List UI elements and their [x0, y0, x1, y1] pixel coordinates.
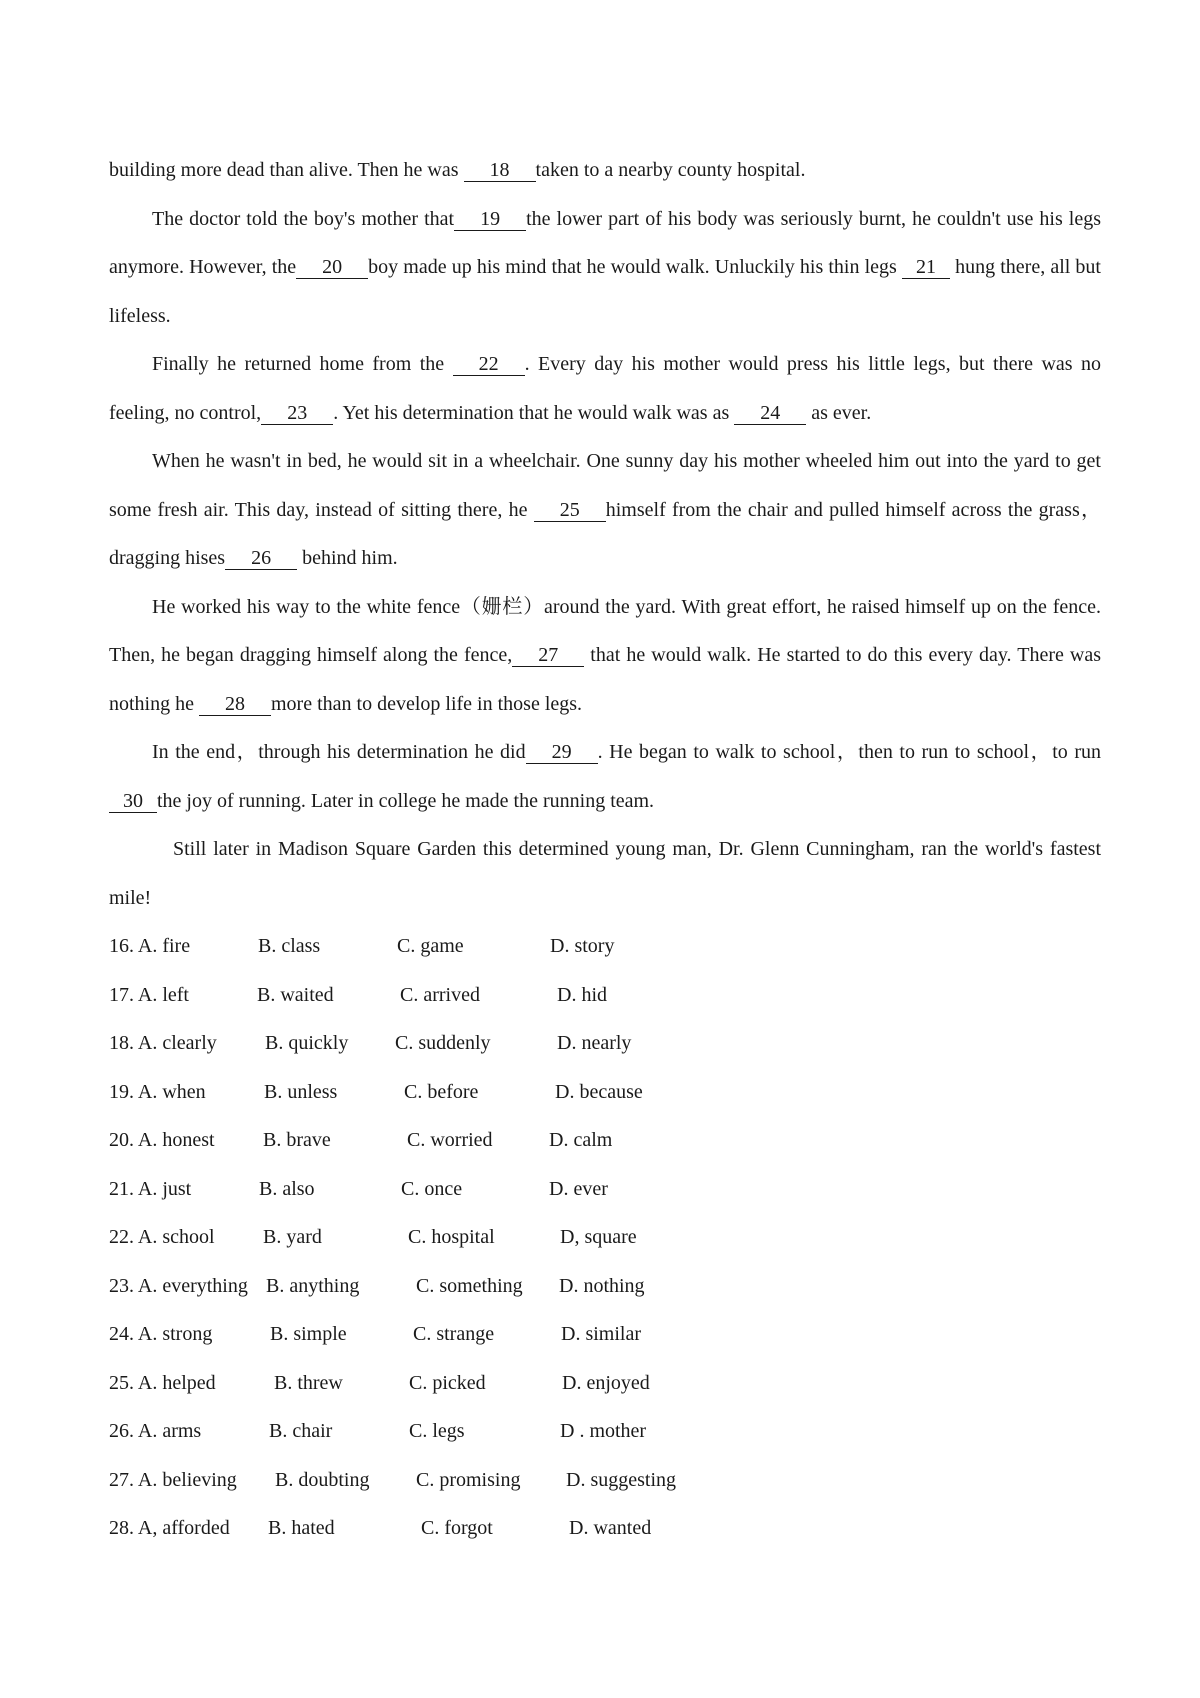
option-d: D. hid [557, 983, 607, 1006]
option-b: B. waited [257, 983, 334, 1006]
passage-text: the lower part of his body was seriously burnt, he couldn't use his legs anymore. However, the [109, 207, 1101, 278]
question-row [109, 971, 1101, 1020]
option-c: C. game [397, 935, 464, 957]
option-d: D. ever [549, 1177, 608, 1200]
question-row [109, 1504, 1101, 1553]
option-d: D. because [555, 1080, 643, 1103]
option-c: C. suddenly [395, 1032, 491, 1054]
option-c: C. something [416, 1274, 523, 1297]
option-b: B. simple [270, 1323, 347, 1345]
cloze-passage [109, 146, 1101, 922]
answer-blank: 25 [534, 499, 606, 522]
passage-text: . Yet his determination that he would walk was as [333, 401, 735, 424]
question-row [109, 1456, 1101, 1505]
option-c: C. before [404, 1080, 479, 1103]
option-c: C. worried [407, 1129, 493, 1151]
option-b: B. yard [263, 1226, 322, 1248]
passage-text: more than to develop life in those legs. [271, 692, 583, 715]
document-page [109, 146, 1101, 1553]
option-b: B. hated [268, 1517, 335, 1539]
option-b: B. brave [263, 1129, 331, 1151]
option-a: 26. A. arms [109, 1420, 202, 1442]
passage-text: . He began to walk to school，then to run to school，to run [597, 741, 1101, 763]
option-a: 17. A. left [109, 983, 189, 1006]
question-row [109, 1165, 1101, 1214]
option-d: D. enjoyed [562, 1371, 650, 1394]
option-b: B. anything [266, 1274, 360, 1297]
passage-text: When he wasn't in bed, he would sit in a wheelchair. One sunny day his mother wheeled him out into the yard to get some fresh air. This day, instead of sitting there, he [109, 450, 1101, 521]
passage-text: as ever. [806, 401, 872, 424]
option-c: C. arrived [400, 983, 480, 1006]
question-row [109, 1116, 1101, 1165]
passage-text: . Every day his mother would press his little legs, but there was no feeling, no control, [109, 353, 1101, 424]
option-b: B. class [258, 935, 321, 957]
answer-blank: 18 [464, 159, 536, 182]
passage-text: himself from the chair and pulled himself across the grass，dragging hises [109, 498, 1101, 569]
answer-blank: 23 [261, 402, 333, 425]
option-a: 23. A. everything [109, 1274, 248, 1297]
option-d: D. nothing [559, 1274, 645, 1297]
option-c: C. hospital [408, 1226, 495, 1248]
option-b: B. chair [269, 1420, 333, 1442]
passage-text: The doctor told the boy's mother that [152, 207, 455, 230]
option-b: B. also [259, 1177, 315, 1200]
option-a: 21. A. just [109, 1177, 192, 1200]
option-a: 24. A. strong [109, 1323, 213, 1345]
answer-blank: 29 [526, 741, 598, 764]
passage-text: He worked his way to the white fence（姗栏）around the yard. With great effort, he raised himself up on the fence. Then, he began dragging himself along the fence, [109, 595, 1101, 666]
option-a: 22. A. school [109, 1226, 215, 1248]
option-d: D, square [560, 1226, 637, 1248]
question-row [109, 922, 1101, 971]
option-d: D. similar [561, 1323, 641, 1345]
passage-text: In the end，through his determination he did [152, 741, 526, 763]
question-row [109, 1068, 1101, 1117]
passage-text: building more dead than alive. Then he was [109, 159, 464, 181]
option-b: B. unless [264, 1080, 338, 1103]
passage-text: hung there, all but lifeless. [109, 256, 1101, 327]
option-a: 18. A. clearly [109, 1032, 217, 1054]
passage-text: behind him. [297, 547, 398, 569]
option-c: C. promising [416, 1468, 521, 1491]
question-row [109, 1407, 1101, 1456]
option-a: 25. A. helped [109, 1371, 216, 1394]
passage-text: Finally he returned home from the [152, 353, 453, 375]
option-a: 16. A. fire [109, 935, 191, 957]
option-d: D. nearly [557, 1032, 632, 1054]
option-a: 19. A. when [109, 1080, 206, 1103]
answer-blank: 19 [454, 208, 526, 231]
answer-blank: 26 [225, 547, 297, 570]
passage-paragraph [109, 340, 1101, 437]
passage-paragraph [109, 728, 1101, 825]
passage-text: that he would walk. He started to do this every day. There was nothing he [109, 644, 1101, 715]
passage-paragraph [109, 146, 1101, 195]
answer-blank: 30 [109, 790, 157, 813]
option-d: D . mother [560, 1420, 647, 1442]
option-b: B. quickly [265, 1032, 349, 1054]
passage-paragraph [109, 437, 1101, 583]
option-c: C. forgot [421, 1517, 493, 1539]
question-row [109, 1359, 1101, 1408]
answer-blank: 28 [199, 693, 271, 716]
answer-blank: 27 [512, 644, 584, 667]
answer-blank: 22 [453, 353, 525, 376]
option-b: B. doubting [275, 1468, 370, 1491]
option-c: C. once [401, 1177, 463, 1200]
option-a: 27. A. believing [109, 1468, 237, 1491]
option-d: D. suggesting [566, 1468, 676, 1491]
question-row [109, 1213, 1101, 1262]
option-c: C. legs [409, 1420, 465, 1442]
passage-paragraph [109, 583, 1101, 729]
option-c: C. strange [413, 1323, 495, 1345]
option-d: D. wanted [569, 1517, 652, 1539]
option-a: 20. A. honest [109, 1129, 215, 1151]
option-d: D. story [550, 935, 615, 957]
passage-text: taken to a nearby county hospital. [535, 159, 806, 181]
option-c: C. picked [409, 1371, 486, 1394]
passage-text: Still later in Madison Square Garden this determined young man, Dr. Glenn Cunningham, ran the world's fastest mile! [109, 838, 1101, 909]
option-a: 28. A, afforded [109, 1517, 230, 1539]
option-b: B. threw [274, 1371, 343, 1394]
answer-blank: 20 [296, 256, 368, 279]
answer-blank: 24 [734, 402, 806, 425]
answer-options [109, 922, 1101, 1553]
option-d: D. calm [549, 1129, 613, 1151]
question-row [109, 1262, 1101, 1311]
passage-paragraph [109, 195, 1101, 341]
question-row [109, 1019, 1101, 1068]
passage-text: the joy of running. Later in college he made the running team. [157, 789, 655, 812]
question-row [109, 1310, 1101, 1359]
passage-text: boy made up his mind that he would walk. Unluckily his thin legs [368, 256, 902, 278]
passage-paragraph [109, 825, 1101, 922]
answer-blank: 21 [902, 256, 950, 279]
